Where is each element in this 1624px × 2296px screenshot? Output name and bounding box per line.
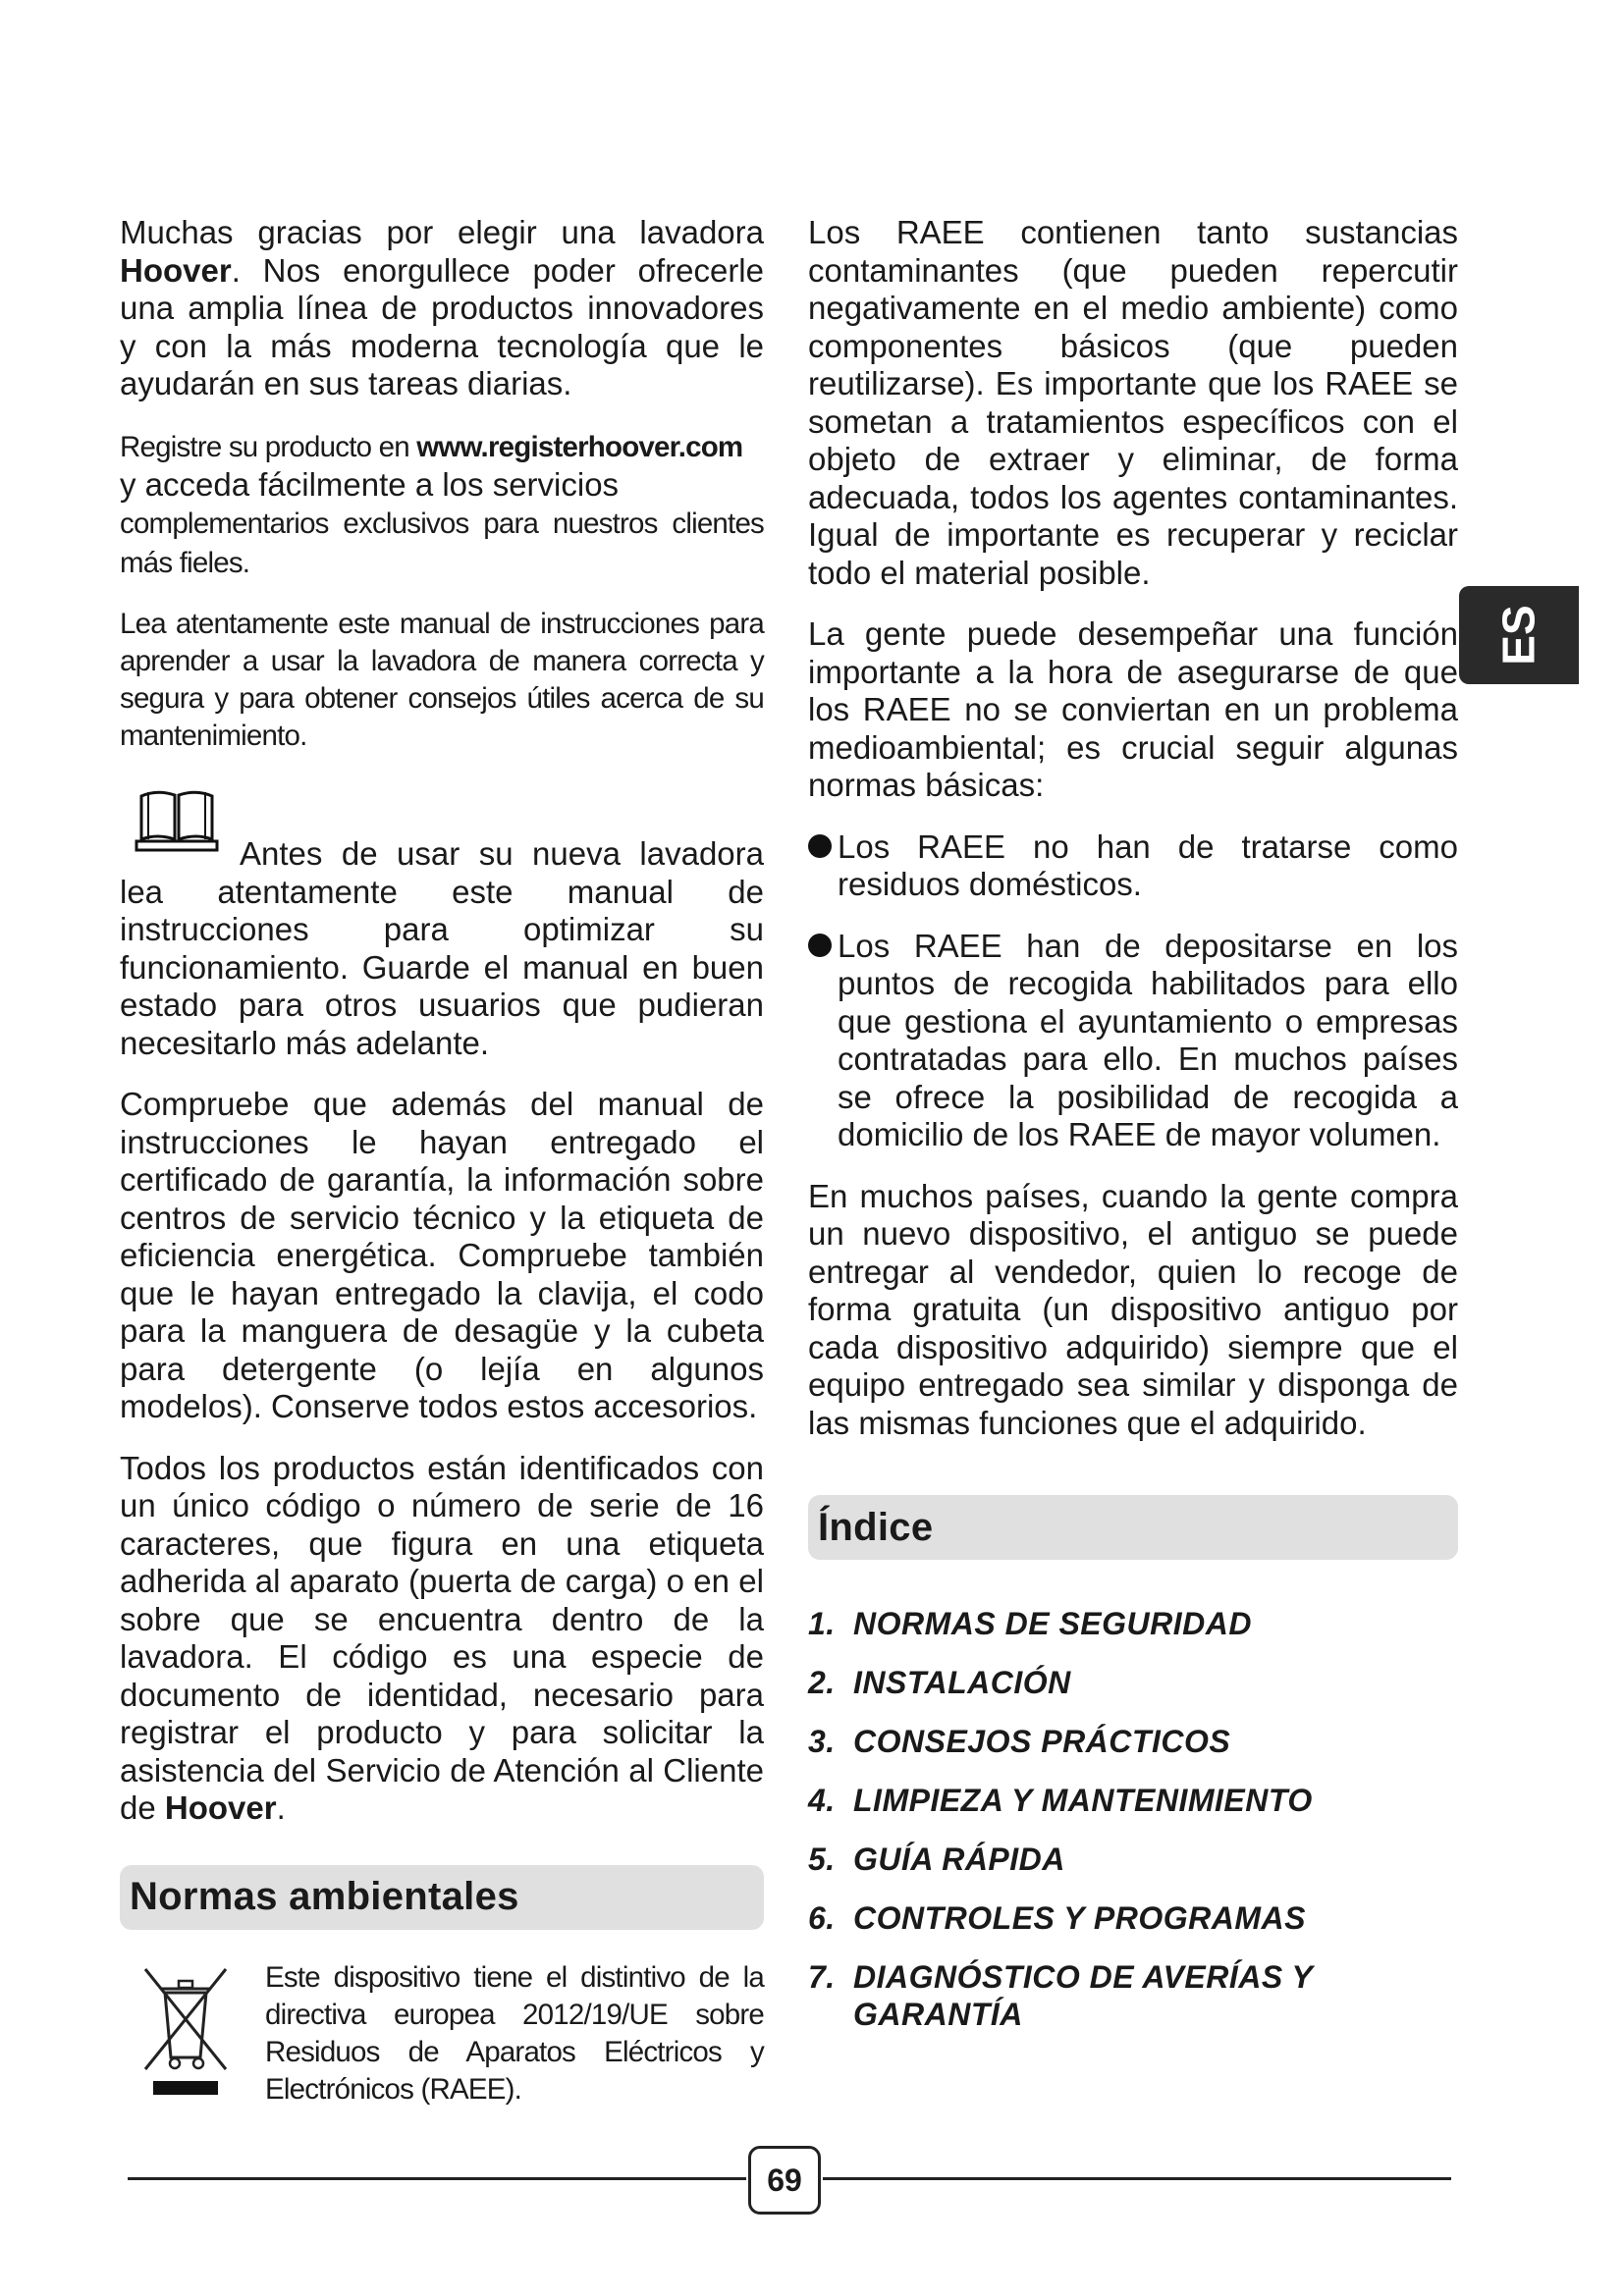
index-item[interactable]: 7. DIAGNÓSTICO DE AVERÍAS Y GARANTÍA xyxy=(808,1959,1313,2032)
purchase-paragraph: En muchos países, cuando la gente compra un nuevo dispositivo, el antiguo se puede entregar al vendedor, quien lo recoge de forma gratuita (un dispositivo antiguo por cada dispositivo adquirido) siempre que el equipo entregado sea similar y disponga de las mismas funciones que el adquirido. xyxy=(808,1177,1458,1441)
register-link[interactable]: www.registerhoover.com xyxy=(416,430,743,463)
serial-paragraph: Todos los productos están identificados con un único código o número de serie de 16 caracteres, que figura en una etiqueta adherida al aparato (puerta de carga) o en el sobre que se encuentra dentro de la lavadora. El código es una especie de documento de identidad, necesario para registrar el producto y para solicitar la asistencia del Servicio de Atención al Cliente de Hoover. xyxy=(120,1449,764,1826)
read-manual-paragraph: Lea atentamente este manual de instrucciones para aprender a usar la lavadora de manera correcta y segura y para obtener consejos útiles acerca de su mantenimiento. xyxy=(120,608,764,752)
register-paragraph: Registre su producto en www.registerhoover.com y acceda fácilmente a los servicios complementarios exclusivos para nuestros clientes más fieles. xyxy=(120,430,764,579)
page-number: 69 xyxy=(748,2146,821,2215)
people-role-paragraph: La gente puede desempeñar una función importante a la hora de asegurarse de que los RAEE no se conviertan en un problema medioambiental; es crucial seguir algunas normas básicas: xyxy=(808,615,1458,803)
list-item: Los RAEE han de depositarse en los puntos de recogida habilitados para ello que gestiona el ayuntamiento o empresas contratadas para ello. En muchos países se ofrece la posibilidad de recogida a domicilio de los RAEE de mayor volumen. xyxy=(808,928,1458,1154)
index-item[interactable]: 2. INSTALACIÓN xyxy=(808,1665,1071,1700)
weee-block xyxy=(120,1959,764,2109)
before-use-block xyxy=(120,784,764,1062)
footer-rule-left xyxy=(128,2177,746,2180)
index-item[interactable]: 4. LIMPIEZA Y MANTENIMIENTO xyxy=(808,1783,1313,1818)
index-item[interactable]: 3. CONSEJOS PRÁCTICOS xyxy=(808,1724,1231,1759)
normas-ambientales-header: Normas ambientales xyxy=(120,1865,764,1930)
language-tab xyxy=(1459,586,1579,684)
brand-name: Hoover xyxy=(120,251,232,289)
intro-paragraph: Muchas gracias por elegir una lavadora Hoover. Nos enorgullece poder ofrecerle una amplia línea de productos innovadores y con la más moderna tecnología que le ayudarán en sus tareas diarias. xyxy=(120,214,764,401)
weee-crossed-bin-icon xyxy=(141,1963,230,2097)
index-item[interactable]: 6. CONTROLES Y PROGRAMAS xyxy=(808,1900,1306,1936)
before-use-paragraph: Antes de usar su nueva lavadora lea atentamente este manual de instrucciones para optimizar su funcionamiento. Guarde el manual en buen estado para otros usuarios que pudieran necesitarlo más adelante. xyxy=(120,835,764,1061)
index-item[interactable]: 5. GUÍA RÁPIDA xyxy=(808,1842,1065,1877)
list-item: Los RAEE no han de tratarse como residuos domésticos. xyxy=(808,828,1458,904)
language-tab-label: ES xyxy=(1493,605,1544,666)
raee-intro-paragraph: Los RAEE contienen tanto sustancias contaminantes (que pueden repercutir negativamente en el medio ambiente) como componentes básicos (que pueden reutilizarse). Es importante que los RAEE se sometan a tratamientos específicos con el objeto de extraer y eliminar, de forma adecuada, todos los agentes contaminantes. Igual de importante es recuperar y reciclar todo el material posible. xyxy=(808,214,1458,591)
footer-rule-right xyxy=(823,2177,1451,2180)
left-column xyxy=(120,214,764,2109)
right-column xyxy=(808,214,1458,2055)
weee-paragraph: Este dispositivo tiene el distintivo de la directiva europea 2012/19/UE sobre Residuos de Aparatos Eléctricos y Electrónicos (RAEE). xyxy=(265,1960,764,2106)
book-icon xyxy=(134,784,220,853)
bullet-icon xyxy=(808,934,832,957)
index-item[interactable]: 1. NORMAS DE SEGURIDAD xyxy=(808,1606,1252,1641)
check-docs-paragraph: Compruebe que además del manual de instrucciones le hayan entregado el certificado de garantía, la información sobre centros de servicio técnico y la etiqueta de eficiencia energética. Compruebe también que le hayan entregado la clavija, el codo para la manguera de desagüe y la cubeta para detergente (o lejía en algunos modelos). Conserve todos estos accesorios. xyxy=(120,1086,764,1424)
index-list xyxy=(808,1605,1458,2033)
raee-rules-list xyxy=(808,828,1458,1154)
bullet-icon xyxy=(808,834,832,858)
indice-header: Índice xyxy=(808,1495,1458,1560)
